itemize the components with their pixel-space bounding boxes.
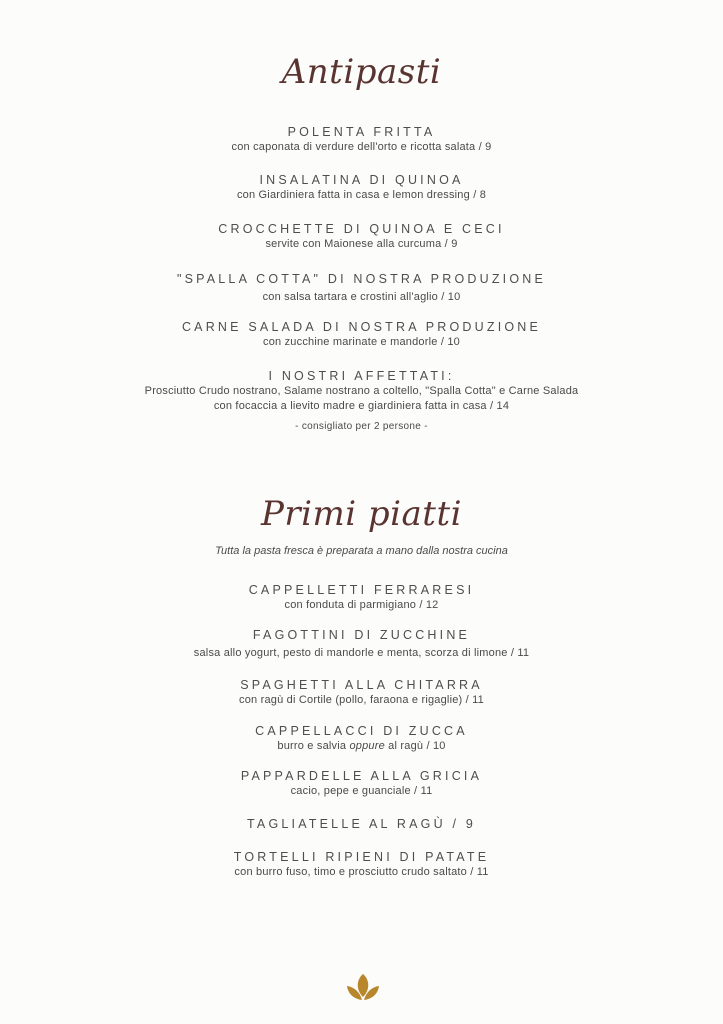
- antipasti-title: Antipasti: [281, 52, 442, 92]
- item-name: CAPPELLACCI DI ZUCCA: [255, 724, 468, 738]
- item-desc: Prosciutto Crudo nostrano, Salame nostrano a coltello, "Spalla Cotta" e Carne Salada: [144, 385, 579, 397]
- item-desc-part: al ragù / 10: [384, 740, 446, 752]
- item-desc: salsa allo yogurt, pesto di mandorle e menta, scorza di limone / 11: [193, 647, 530, 659]
- item-desc: cacio, pepe e guanciale / 11: [290, 785, 433, 797]
- item-name: INSALATINA DI QUINOA: [259, 173, 464, 187]
- item-desc: con caponata di verdure dell'orto e ricotta salata / 9: [231, 141, 492, 153]
- serving-note: - consigliato per 2 persone -: [295, 421, 428, 432]
- menu-item: [0, 368, 723, 414]
- item-desc: [0, 739, 723, 753]
- primi-title: Primi piatti: [260, 494, 463, 534]
- item-desc-part: burro e salvia: [277, 740, 350, 752]
- item-desc: servite con Maionese alla curcuma / 9: [265, 238, 458, 250]
- item-name: FAGOTTINI DI ZUCCHINE: [252, 628, 471, 642]
- menu-item: [0, 677, 723, 707]
- menu-item: [0, 124, 723, 154]
- item-desc: con fonduta di parmigiano / 12: [284, 599, 439, 611]
- menu-item: [0, 582, 723, 612]
- item-desc-italic: oppure: [349, 740, 385, 752]
- item-desc: con Giardiniera fatta in casa e lemon dressing / 8: [236, 189, 487, 201]
- item-name: CROCCHETTE DI QUINOA E CECI: [218, 222, 505, 236]
- item-desc: con salsa tartara e crostini all'aglio / 10: [262, 291, 461, 303]
- item-name: PAPPARDELLE ALLA GRICIA: [240, 769, 483, 783]
- menu-item: [0, 221, 723, 251]
- menu-item: [0, 319, 723, 349]
- menu-item: [0, 627, 723, 660]
- item-desc: con burro fuso, timo e prosciutto crudo saltato / 11: [234, 866, 489, 878]
- item-desc-line2: con focaccia a lievito madre e giardiniera fatta in casa / 14: [213, 400, 510, 412]
- menu-item: [0, 723, 723, 753]
- primi-subtitle: Tutta la pasta fresca è preparata a mano dalla nostra cucina: [215, 545, 508, 557]
- item-name: CAPPELLETTI FERRARESI: [248, 583, 475, 597]
- item-name: SPAGHETTI ALLA CHITARRA: [240, 678, 483, 692]
- item-name: "SPALLA COTTA" DI NOSTRA PRODUZIONE: [176, 272, 547, 286]
- leaf-logo-icon: [344, 972, 382, 1006]
- item-desc: con zucchine marinate e mandorle / 10: [263, 336, 460, 348]
- item-name: CARNE SALADA DI NOSTRA PRODUZIONE: [181, 320, 542, 334]
- item-name: POLENTA FRITTA: [287, 125, 436, 139]
- item-desc: con ragù di Cortile (pollo, faraona e rigaglie) / 11: [239, 694, 484, 706]
- menu-item: [0, 816, 723, 832]
- menu-item: [0, 849, 723, 879]
- menu-item: [0, 768, 723, 798]
- item-name: I NOSTRI AFFETTATI:: [268, 369, 455, 383]
- item-name: TAGLIATELLE AL RAGÙ / 9: [247, 817, 476, 831]
- menu-item: [0, 271, 723, 304]
- menu-item: [0, 172, 723, 202]
- item-name: TORTELLI RIPIENI DI PATATE: [233, 850, 490, 864]
